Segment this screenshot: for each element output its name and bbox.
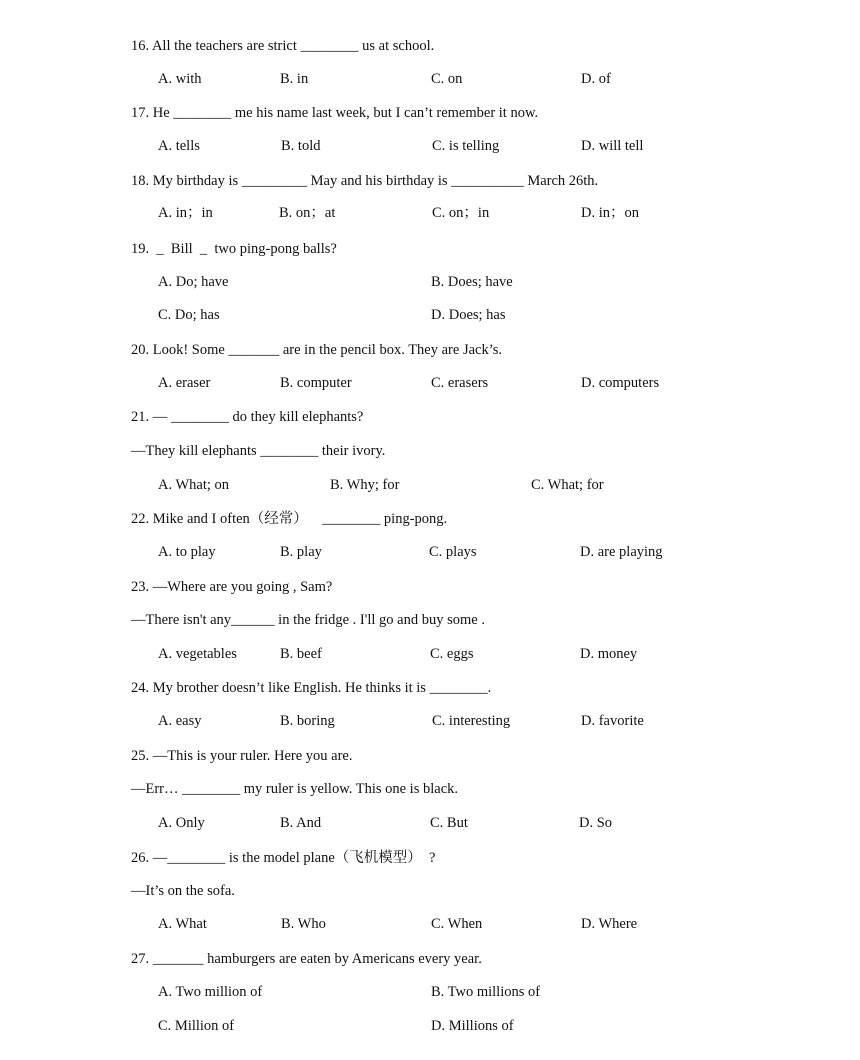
question-stem-line-2: —They kill elephants ________ their ivory. [131,443,386,459]
option-d[interactable]: D. are playing [580,544,663,560]
option-a[interactable]: A. in；in [158,205,213,221]
option-b[interactable]: B. Does; have [431,274,513,290]
option-b[interactable]: B. Two millions of [431,984,541,1000]
option-d[interactable]: D. computers [581,375,660,391]
option-b[interactable]: B. And [280,815,322,831]
option-a[interactable]: A. Two million of [158,984,263,1000]
option-a[interactable]: A. Do; have [158,274,229,290]
option-a[interactable]: A. What; on [158,477,230,493]
option-d[interactable]: D. favorite [581,713,644,729]
option-b[interactable]: B. on；at [279,205,336,221]
option-c[interactable]: C. But [430,815,468,831]
option-d[interactable]: D. in；on [581,205,639,221]
question-stem: 19. _ Bill _ two ping-pong balls? [131,241,337,257]
option-c[interactable]: C. When [431,916,483,932]
option-c[interactable]: C. Million of [158,1018,235,1034]
option-c[interactable]: C. What; for [531,477,604,493]
question-stem: 23. —Where are you going , Sam? [131,579,333,595]
option-d[interactable]: D. So [579,815,613,831]
option-a[interactable]: A. Only [158,815,205,831]
question-stem: 17. He ________ me his name last week, but I can’t remember it now. [131,105,539,121]
option-d[interactable]: D. of [581,71,611,87]
question-stem: 18. My birthday is _________ May and his birthday is __________ March 26th. [131,173,599,189]
option-b[interactable]: B. play [280,544,322,560]
option-a[interactable]: A. to play [158,544,216,560]
option-b[interactable]: B. in [280,71,309,87]
option-c[interactable]: C. on [431,71,463,87]
option-c[interactable]: C. is telling [432,138,500,154]
option-c[interactable]: C. on；in [432,205,490,221]
question-stem: 16. All the teachers are strict ________ us at school. [131,38,435,54]
option-c[interactable]: C. eggs [430,646,474,662]
option-b[interactable]: B. told [281,138,321,154]
question-stem: 24. My brother doesn’t like English. He thinks it is ________. [131,680,492,696]
question-stem-line-2: —It’s on the sofa. [131,883,235,899]
option-c[interactable]: C. erasers [431,375,489,391]
option-b[interactable]: B. Why; for [330,477,400,493]
option-a[interactable]: A. tells [158,138,200,154]
question-stem-line-2: —Err… ________ my ruler is yellow. This one is black. [131,781,459,797]
question-stem: 20. Look! Some _______ are in the pencil box. They are Jack’s. [131,342,503,358]
option-d[interactable]: D. Does; has [431,307,506,323]
option-c[interactable]: C. Do; has [158,307,220,323]
option-d[interactable]: D. Millions of [431,1018,514,1034]
option-c[interactable]: C. interesting [432,713,511,729]
option-b[interactable]: B. boring [280,713,335,729]
option-d[interactable]: D. Where [581,916,638,932]
option-a[interactable]: A. vegetables [158,646,237,662]
option-a[interactable]: A. What [158,916,207,932]
option-a[interactable]: A. easy [158,713,202,729]
option-b[interactable]: B. computer [280,375,352,391]
option-a[interactable]: A. with [158,71,202,87]
option-b[interactable]: B. Who [281,916,326,932]
question-stem: 26. —________ is the model plane（飞机模型） ? [131,850,436,866]
question-stem: 27. _______ hamburgers are eaten by Americans every year. [131,951,482,967]
question-stem: 21. — ________ do they kill elephants? [131,409,364,425]
option-d[interactable]: D. will tell [581,138,644,154]
question-stem: 25. —This is your ruler. Here you are. [131,748,353,764]
option-c[interactable]: C. plays [429,544,477,560]
option-d[interactable]: D. money [580,646,638,662]
question-stem-line-2: —There isn't any______ in the fridge . I'll go and buy some . [131,612,485,628]
option-a[interactable]: A. eraser [158,375,211,391]
option-b[interactable]: B. beef [280,646,322,662]
question-stem: 22. Mike and I often（经常） ________ ping-pong. [131,511,448,527]
